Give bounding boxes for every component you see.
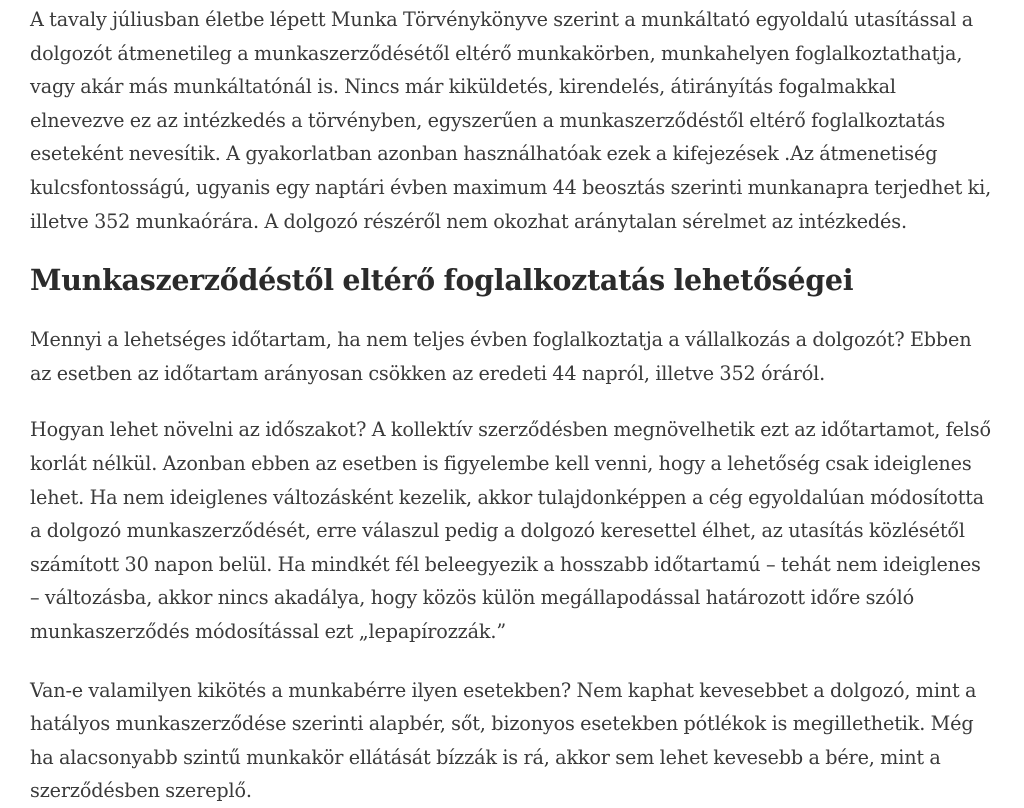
article-paragraph: A tavaly júliusban életbe lépett Munka Törvénykönyve szerint a munkáltató egyoldalú utasítással a dolgozót átmenetileg a munkaszerződésétől eltérő munkakörben, munkahelyen foglalkoztathatja, vagy akár más munkáltatónál is. Nincs már kiküldetés, kirendelés, átirányítás fogalmakkal elnevezve ez az intézkedés a törvényben, egyszerűen a munkaszerződéstől eltérő foglalkoztatás eseteként nevesítik. A gyakorlatban azonban használhatóak ezek a kifejezések .Az átmenetiség kulcsfontosságú, ugyanis egy naptári évben maximum 44 beosztás szerinti munkanapra terjedhet ki, illetve 352 munkaórára. A dolgozó részéről nem okozhat aránytalan sérelmet az intézkedés.	[30, 8, 992, 233]
article-paragraph: Van-e valamilyen kikötés a munkabérre ilyen esetekben? Nem kaphat kevesebbet a dolgozó, mint a hatályos munkaszerződése szerinti alapbér, sőt, bizonyos esetekben pótlékok is megillethetik. Még ha alacsonyabb szintű munkakör ellátását bízzák is rá, akkor sem lehet kevesebb a bére, mint a szerződésben szereplő.	[30, 678, 977, 803]
article-paragraph: Mennyi a lehetséges időtartam, ha nem teljes évben foglalkoztatja a vállalkozás a dolgozót? Ebben az esetben az időtartam arányosan csökken az eredeti 44 napról, illetve 352 óráról.	[30, 328, 972, 385]
article-paragraph: Hogyan lehet növelni az időszakot? A kollektív szerződésben megnövelhetik ezt az időtartamot, felső korlát nélkül. Azonban ebben az esetben is figyelembe kell venni, hogy a lehetőség csak ideiglenes lehet. Ha nem ideiglenes változásként kezelik, akkor tulajdonképpen a cég egyoldalúan módosította a dolgozó munkaszerződését, erre válaszul pedig a dolgozó keresettel élhet, az utasítás közlésétől számított 30 napon belül. Ha mindkét fél beleegyezik a hosszabb időtartamú – tehát nem ideiglenes – változásba, akkor nincs akadálya, hogy közös külön megállapodással határozott időre szóló munkaszerződés módosítással ezt „lepapírozzák.”	[30, 418, 991, 643]
section-heading: Munkaszerződéstől eltérő foglalkoztatás lehetőségei	[30, 263, 854, 298]
